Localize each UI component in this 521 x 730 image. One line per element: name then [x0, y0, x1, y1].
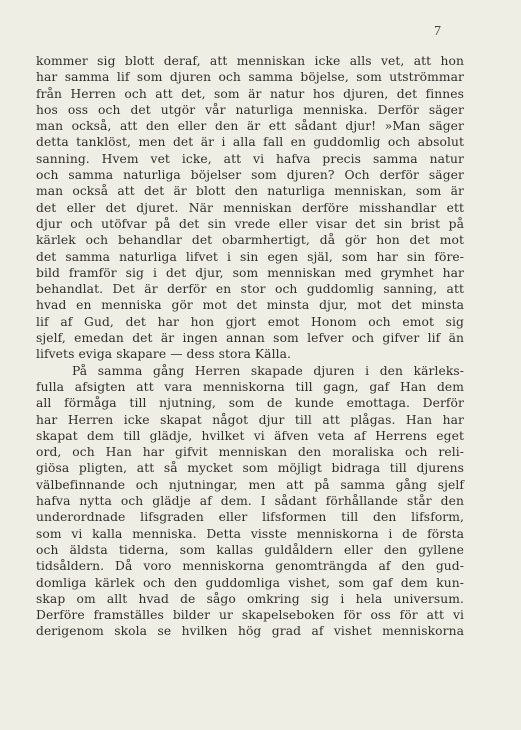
text-line: hvad en menniska gör mot det minsta djur, mot det minsta — [36, 298, 464, 313]
text-line: detta tanklöst, men det är i alla fall en guddomlig och absolut — [36, 135, 464, 150]
text-line: derigenom skola se hvilken hög grad af vishet menniskorna — [36, 624, 464, 639]
text-line: all förmåga till njutning, som de kunde emottaga. Derför — [36, 396, 464, 411]
text-line: som vi kalla menniska. Detta visste menniskorna i de första — [36, 526, 464, 541]
text-line: har samma lif som djuren och samma böjelse, som utströmmar — [36, 70, 464, 85]
text-line: kärlek och behandlar det obarmhertigt, då gör hon det mot — [36, 233, 464, 248]
text-line: har Herren icke skapat något djur till att plågas. Han har — [36, 412, 464, 427]
text-line: bild framför sig i det djur, som menniskan med grymhet har — [36, 265, 464, 280]
text-line: På samma gång Herren skapade djuren i den kärleks- — [72, 363, 464, 378]
text-line: kommer sig blott deraf, att menniskan icke alls vet, att hon — [36, 54, 464, 68]
text-line: djur och utöfvar på det sin vrede eller visar det sin brist på — [36, 216, 464, 231]
text-line: Derföre framställes bilder ur skapelseboken för oss för att vi — [36, 608, 464, 623]
text-line: sanning. Hvem vet icke, att vi hafva precis samma natur — [36, 151, 464, 166]
text-line: underordnade lifsgraden eller lifsformen till den lifsform, — [36, 510, 464, 525]
body-text — [36, 53, 464, 640]
text-line: välbefinnande och njutningar, men att på samma gång sjelf — [36, 477, 464, 492]
text-line: det eller det djuret. När menniskan derföre misshandlar ett — [36, 200, 464, 215]
text-line: hos oss och det utgör vår naturliga menniska. Derför säger — [36, 102, 464, 117]
text-line: lifvets eviga skapare — dess stora Källa. — [36, 347, 291, 362]
page-number: 7 — [434, 24, 441, 39]
text-line: från Herren och att det, som är natur hos djuren, det finnes — [36, 86, 464, 101]
text-line: skapat dem till glädje, hvilket vi äfven veta af Herrens eget — [36, 428, 464, 443]
text-line: ord, och Han har gifvit menniskan den moraliska och reli- — [36, 445, 464, 460]
text-line: behandlat. Det är derför en stor och guddomlig sanning, att — [36, 282, 464, 297]
text-line: man också att det är blott den naturliga menniskan, som är — [36, 184, 464, 199]
text-line: och samma naturliga böjelser som djuren? Och derför säger — [36, 168, 464, 183]
text-line: man också, att den eller den är ett sådant djur! »Man säger — [36, 119, 464, 134]
text-line: domliga kärlek och den guddomliga vishet, som gaf dem kun- — [36, 575, 464, 590]
text-line: lif af Gud, det har hon gjort emot Honom och emot sig — [36, 314, 464, 329]
text-line: fulla afsigten att vara menniskorna till gagn, gaf Han dem — [36, 379, 464, 394]
text-line: hafva nytta och glädje af dem. I sådant förhållande står den — [36, 494, 464, 509]
text-line: och äldsta tiderna, som kallas guldåldern eller den gyllene — [36, 542, 464, 557]
text-line: det samma naturliga lifvet i sin egen själ, som har sin före- — [36, 249, 464, 264]
text-line: sjelf, emedan det är ingen annan som lefver och gifver lif än — [36, 331, 464, 346]
text-line: skap om allt hvad de sågo omkring sig i hela universum. — [36, 591, 464, 606]
text-line: giösa pligten, att så mycket som möjligt bidraga till djurens — [36, 461, 464, 476]
text-line: tidsåldern. Då voro menniskorna genomträngda af den gud- — [36, 559, 464, 574]
